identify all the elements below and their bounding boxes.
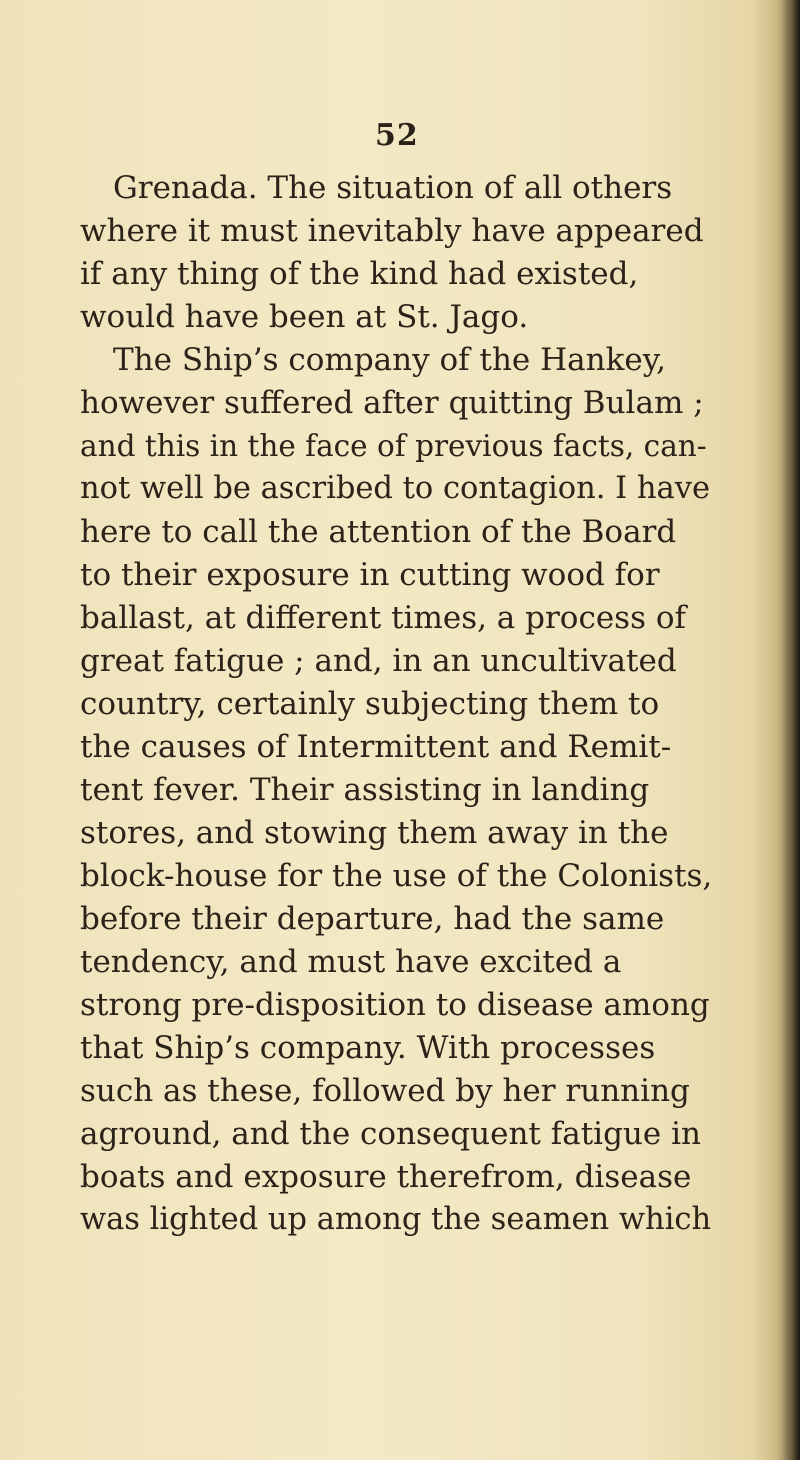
text-line: the causes of Intermittent and Remit- bbox=[80, 729, 672, 765]
text-line: and this in the face of previous facts, can- bbox=[80, 429, 707, 463]
text-line: where it must inevitably have appeared bbox=[80, 213, 704, 249]
text-line: before their departure, had the same bbox=[80, 901, 665, 937]
text-line: that Ship’s company. With processes bbox=[80, 1030, 656, 1066]
text-line: boats and exposure therefrom, disease bbox=[80, 1159, 692, 1195]
text-line: not well be ascribed to contagion. I have bbox=[80, 471, 711, 506]
text-line: tendency, and must have excited a bbox=[80, 944, 622, 980]
text-line: country, certainly subjecting them to bbox=[80, 686, 660, 722]
text-line: here to call the attention of the Board bbox=[80, 514, 677, 550]
page-gutter-shadow bbox=[782, 0, 800, 1460]
text-line: The Ship’s company of the Hankey, bbox=[113, 342, 666, 378]
text-line: strong pre-disposition to disease among bbox=[80, 987, 710, 1023]
text-line: tent fever. Their assisting in landing bbox=[80, 772, 650, 808]
text-line: such as these, followed by her running bbox=[80, 1073, 690, 1109]
text-line: ballast, at different times, a process of bbox=[80, 600, 686, 636]
page-number: 52 bbox=[375, 118, 419, 153]
text-line: block-house for the use of the Colonists, bbox=[80, 858, 713, 894]
text-line: to their exposure in cutting wood for bbox=[80, 557, 660, 593]
text-line: was lighted up among the seamen which bbox=[80, 1202, 712, 1237]
text-line: Grenada. The situation of all others bbox=[113, 170, 673, 206]
text-line: aground, and the consequent fatigue in bbox=[80, 1116, 701, 1152]
text-line: stores, and stowing them away in the bbox=[80, 815, 669, 851]
text-line: would have been at St. Jago. bbox=[80, 299, 529, 335]
text-line: great fatigue ; and, in an uncultivated bbox=[80, 643, 677, 679]
text-line: however suffered after quitting Bulam ; bbox=[80, 385, 704, 421]
text-line: if any thing of the kind had existed, bbox=[80, 256, 639, 292]
